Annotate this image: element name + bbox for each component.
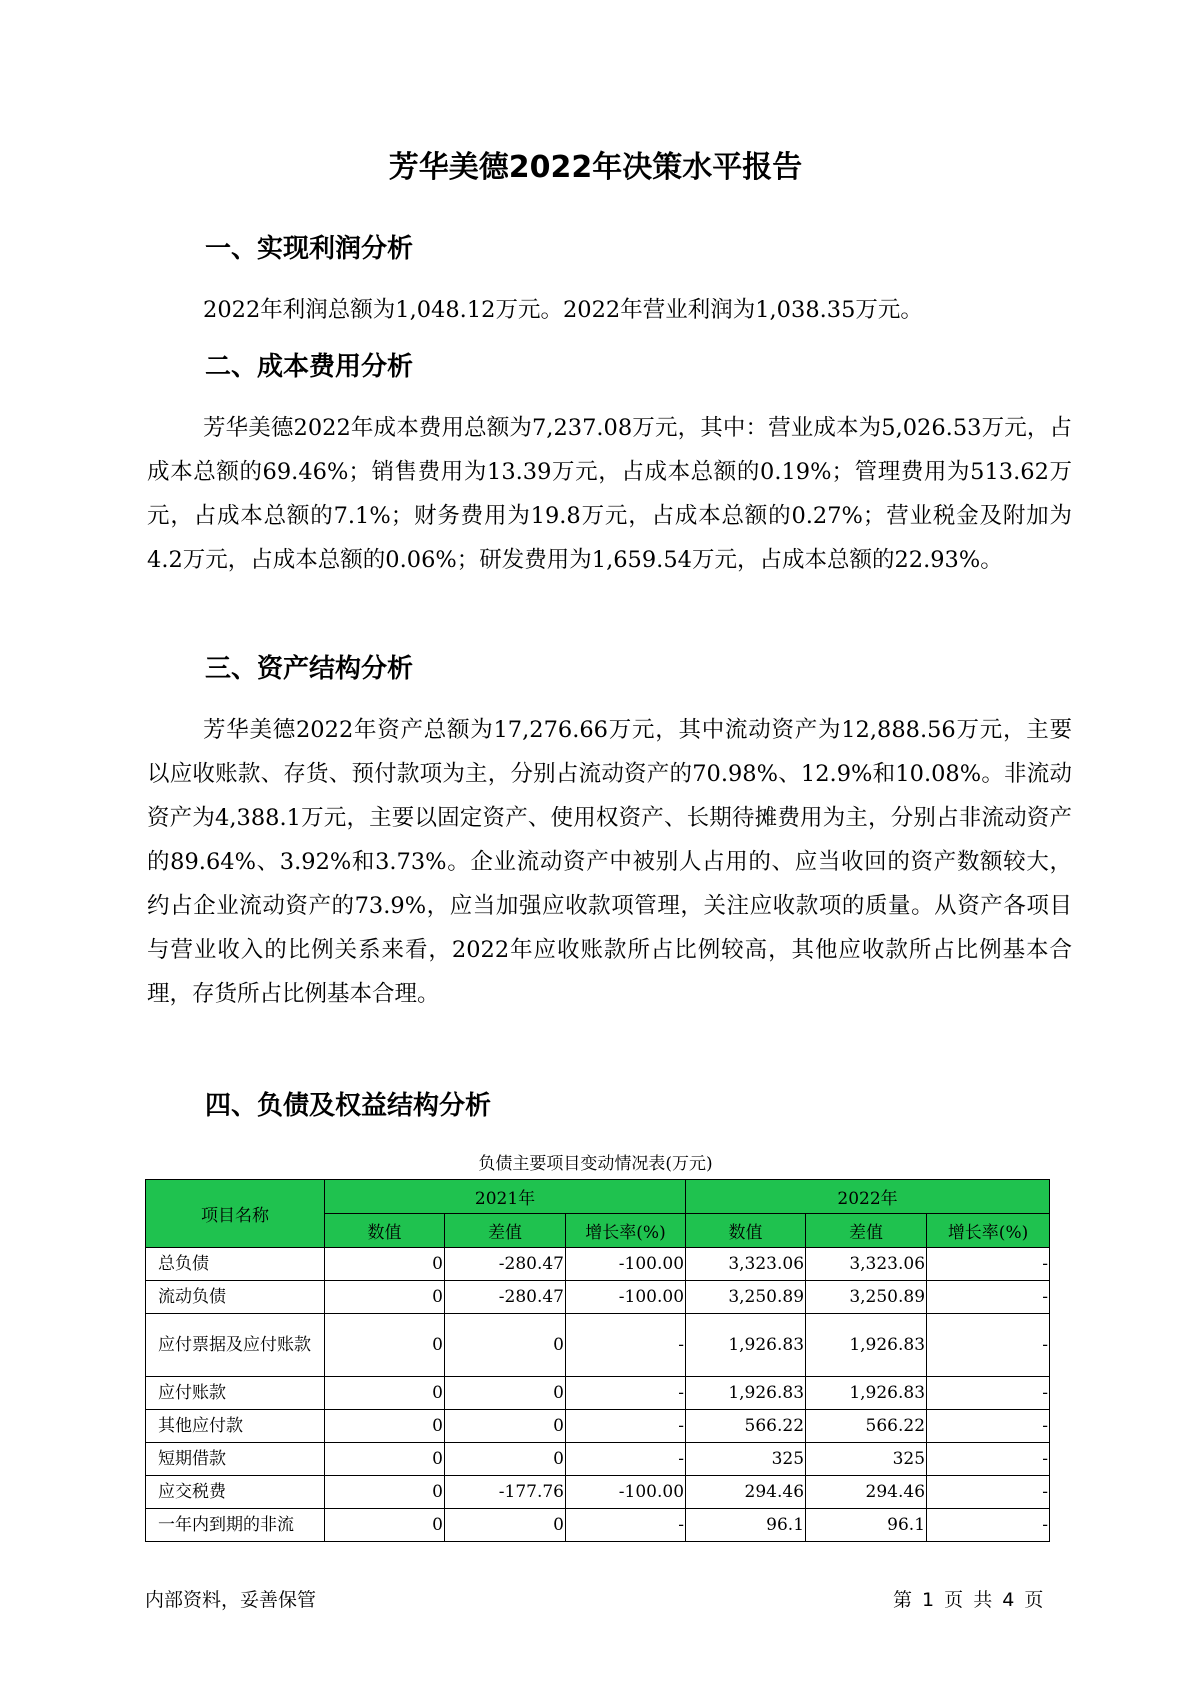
cell: 96.1	[686, 1509, 806, 1542]
subheader-value-2021: 数值	[325, 1214, 445, 1248]
row-name: 一年内到期的非流	[146, 1509, 325, 1542]
footer-page-number: 第 1 页 共 4 页	[893, 1589, 1044, 1611]
cell: 0	[325, 1281, 445, 1314]
row-name: 其他应付款	[146, 1410, 325, 1443]
section-paragraph-profit: 2022年利润总额为1,048.12万元。2022年营业利润为1,038.35万元。	[203, 297, 923, 323]
row-name: 应交税费	[146, 1476, 325, 1509]
cell: -	[927, 1314, 1050, 1377]
cell: 0	[325, 1248, 445, 1281]
row-name: 短期借款	[146, 1443, 325, 1476]
section-heading-liabilities: 四、负债及权益结构分析	[205, 1091, 492, 1121]
document-title: 芳华美德2022年决策水平报告	[388, 150, 803, 185]
cell: -	[927, 1476, 1050, 1509]
row-name: 应付账款	[146, 1377, 325, 1410]
table-row	[146, 1314, 1050, 1377]
cell: 0	[325, 1509, 445, 1542]
cell: -	[566, 1377, 686, 1410]
section-heading-cost: 二、成本费用分析	[205, 352, 414, 382]
cell: 3,323.06	[686, 1248, 806, 1281]
cell: -100.00	[566, 1248, 686, 1281]
cell: 0	[325, 1410, 445, 1443]
cell: 1,926.83	[686, 1314, 806, 1377]
column-header-2022: 2022年	[686, 1180, 1050, 1214]
cell: 0	[325, 1476, 445, 1509]
cell: 566.22	[806, 1410, 927, 1443]
cell: 0	[445, 1314, 566, 1377]
cell: -	[927, 1410, 1050, 1443]
cell: 0	[445, 1377, 566, 1410]
cell: 566.22	[686, 1410, 806, 1443]
section-paragraph-cost: 芳华美德2022年成本费用总额为7,237.08万元，其中：营业成本为5,026.53万元，占成本总额的69.46%；销售费用为13.39万元，占成本总额的0.19%；管理费用为513.62万元，占成本总额的7.1%；财务费用为19.8万元，占成本总额的0.27%；营业税金及附加为4.2万元，占成本总额的0.06%；研发费用为1,659.54万元，占成本总额的22.93%。	[147, 415, 1072, 573]
column-header-2021: 2021年	[325, 1180, 686, 1214]
cell: 325	[686, 1443, 806, 1476]
cell: 1,926.83	[686, 1377, 806, 1410]
table-row	[146, 1377, 1050, 1410]
cell: -	[566, 1443, 686, 1476]
cell: -100.00	[566, 1281, 686, 1314]
table-row	[146, 1509, 1050, 1542]
cell: -100.00	[566, 1476, 686, 1509]
cell: -	[927, 1377, 1050, 1410]
row-name: 应付票据及应付账款	[146, 1314, 325, 1377]
cell: 294.46	[806, 1476, 927, 1509]
cell: 0	[445, 1410, 566, 1443]
cell: 0	[445, 1509, 566, 1542]
table-caption: 负债主要项目变动情况表(万元)	[478, 1154, 713, 1174]
row-name: 流动负债	[146, 1281, 325, 1314]
cell: 3,250.89	[686, 1281, 806, 1314]
subheader-growth-2022: 增长率(%)	[927, 1214, 1050, 1248]
cell: -280.47	[445, 1248, 566, 1281]
cell: 1,926.83	[806, 1314, 927, 1377]
cell: 294.46	[686, 1476, 806, 1509]
cell: -	[927, 1443, 1050, 1476]
section-heading-assets: 三、资产结构分析	[205, 654, 414, 684]
subheader-growth-2021: 增长率(%)	[566, 1214, 686, 1248]
cell: 325	[806, 1443, 927, 1476]
table-row	[146, 1248, 1050, 1281]
section-heading-profit: 一、实现利润分析	[205, 234, 414, 264]
table-row	[146, 1476, 1050, 1509]
row-name: 总负债	[146, 1248, 325, 1281]
cell: 0	[325, 1314, 445, 1377]
cell: 1,926.83	[806, 1377, 927, 1410]
cell: 0	[325, 1377, 445, 1410]
cell: 0	[325, 1443, 445, 1476]
cell: -	[927, 1509, 1050, 1542]
cell: 96.1	[806, 1509, 927, 1542]
footer-confidential-note: 内部资料，妥善保管	[145, 1589, 317, 1611]
section-paragraph-assets: 芳华美德2022年资产总额为17,276.66万元，其中流动资产为12,888.56万元，主要以应收账款、存货、预付款项为主，分别占流动资产的70.98%、12.9%和10.08%。非流动资产为4,388.1万元，主要以固定资产、使用权资产、长期待摊费用为主，分别占非流动资产的89.64%、3.92%和3.73%。企业流动资产中被别人占用的、应当收回的资产数额较大，约占企业流动资产的73.9%，应当加强应收款项管理，关注应收款项的质量。从资产各项目与营业收入的比例关系来看，2022年应收账款所占比例较高，其他应收款所占比例基本合理，存货所占比例基本合理。	[147, 717, 1072, 1007]
cell: -280.47	[445, 1281, 566, 1314]
cell: -	[566, 1509, 686, 1542]
table-row	[146, 1443, 1050, 1476]
subheader-value-2022: 数值	[686, 1214, 806, 1248]
subheader-diff-2022: 差值	[806, 1214, 927, 1248]
cell: -	[566, 1314, 686, 1377]
cell: -	[927, 1248, 1050, 1281]
cell: 0	[445, 1443, 566, 1476]
table-row	[146, 1281, 1050, 1314]
cell: -	[566, 1410, 686, 1443]
liabilities-table	[145, 1179, 1050, 1542]
subheader-diff-2021: 差值	[445, 1214, 566, 1248]
cell: 3,250.89	[806, 1281, 927, 1314]
table-row	[146, 1410, 1050, 1443]
cell: -177.76	[445, 1476, 566, 1509]
cell: 3,323.06	[806, 1248, 927, 1281]
column-header-item: 项目名称	[146, 1180, 325, 1248]
cell: -	[927, 1281, 1050, 1314]
